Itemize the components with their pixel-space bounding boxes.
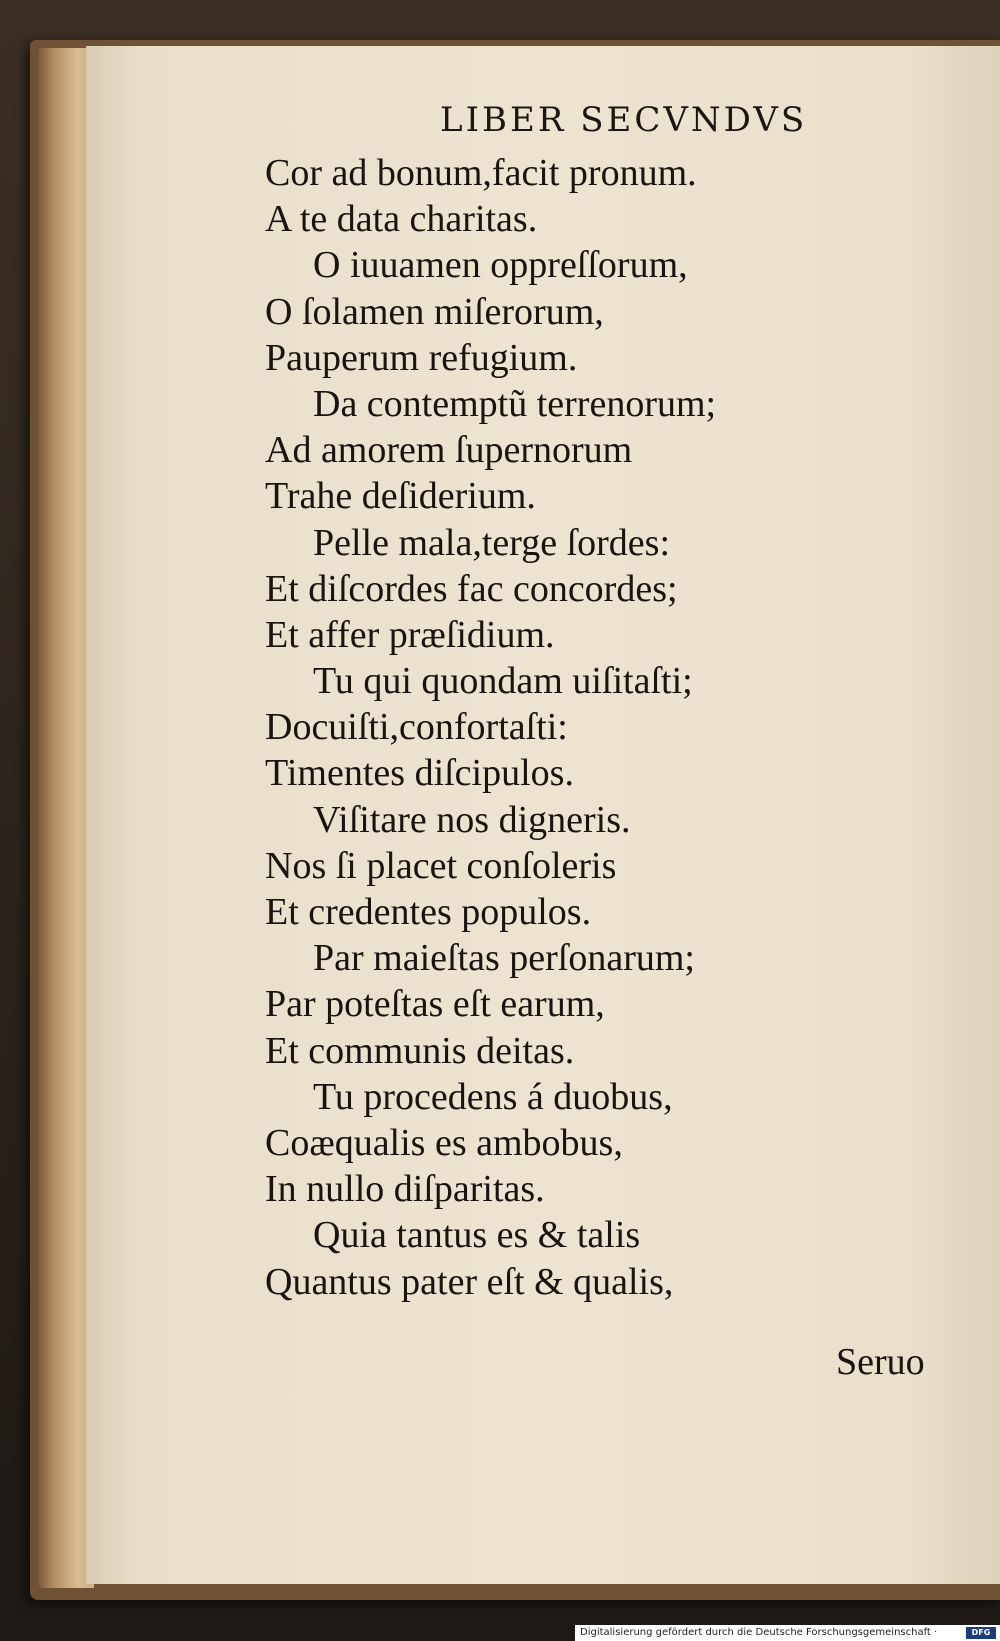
verse-line: Tu qui quondam uiſitaſti; (313, 660, 693, 703)
verse-line: Docuiſti,confortaſti: (265, 706, 568, 749)
verse-line: Ad amorem ſupernorum (265, 429, 633, 472)
verse-line: O iuuamen oppreſſorum, (313, 244, 688, 287)
verse-line: Quia tantus es & talis (313, 1214, 641, 1257)
verse-line: Par poteſtas eſt earum, (265, 983, 605, 1026)
verse-block (265, 150, 905, 1305)
verse-line: Et communis deitas. (265, 1029, 575, 1072)
verse-line: Viſitare nos digneris. (313, 798, 631, 841)
verse-line: Coæqualis es ambobus, (265, 1121, 623, 1164)
verse-line: Pauperum refugium. (265, 336, 578, 379)
verse-line: Trahe deſiderium. (265, 475, 536, 518)
verse-line: Par maieſtas perſonarum; (313, 937, 695, 980)
verse-line: In nullo diſparitas. (265, 1168, 545, 1211)
verse-line: O ſolamen miſerorum, (265, 290, 604, 333)
verse-line: Et credentes populos. (265, 891, 592, 933)
digitization-credit: Digitalisierung gefördert durch die Deutsche Forschungsgemeinschaft · (580, 1627, 938, 1638)
verse-line: Da contemptũ terrenorum; (313, 382, 717, 425)
running-head: LIBER SECVNDVS (440, 100, 808, 140)
verse-line: Tu procedens á duobus, (313, 1075, 673, 1118)
verse-line: A te data charitas. (265, 198, 538, 241)
verse-line: Cor ad bonum,facit pronum. (265, 152, 697, 194)
dfg-logo: DFG (966, 1627, 996, 1639)
verse-line: Et affer præſidium. (265, 613, 555, 656)
verse-line: Timentes diſcipulos. (265, 752, 574, 795)
verse-line: Quantus pater eſt & qualis, (265, 1260, 674, 1303)
catchword: Seruo (836, 1341, 925, 1383)
verse-line: Nos ſi placet conſoleris (265, 844, 617, 887)
verse-line: Pelle mala,terge ſordes: (313, 521, 671, 564)
verse-line: Et diſcordes fac concordes; (265, 567, 678, 610)
